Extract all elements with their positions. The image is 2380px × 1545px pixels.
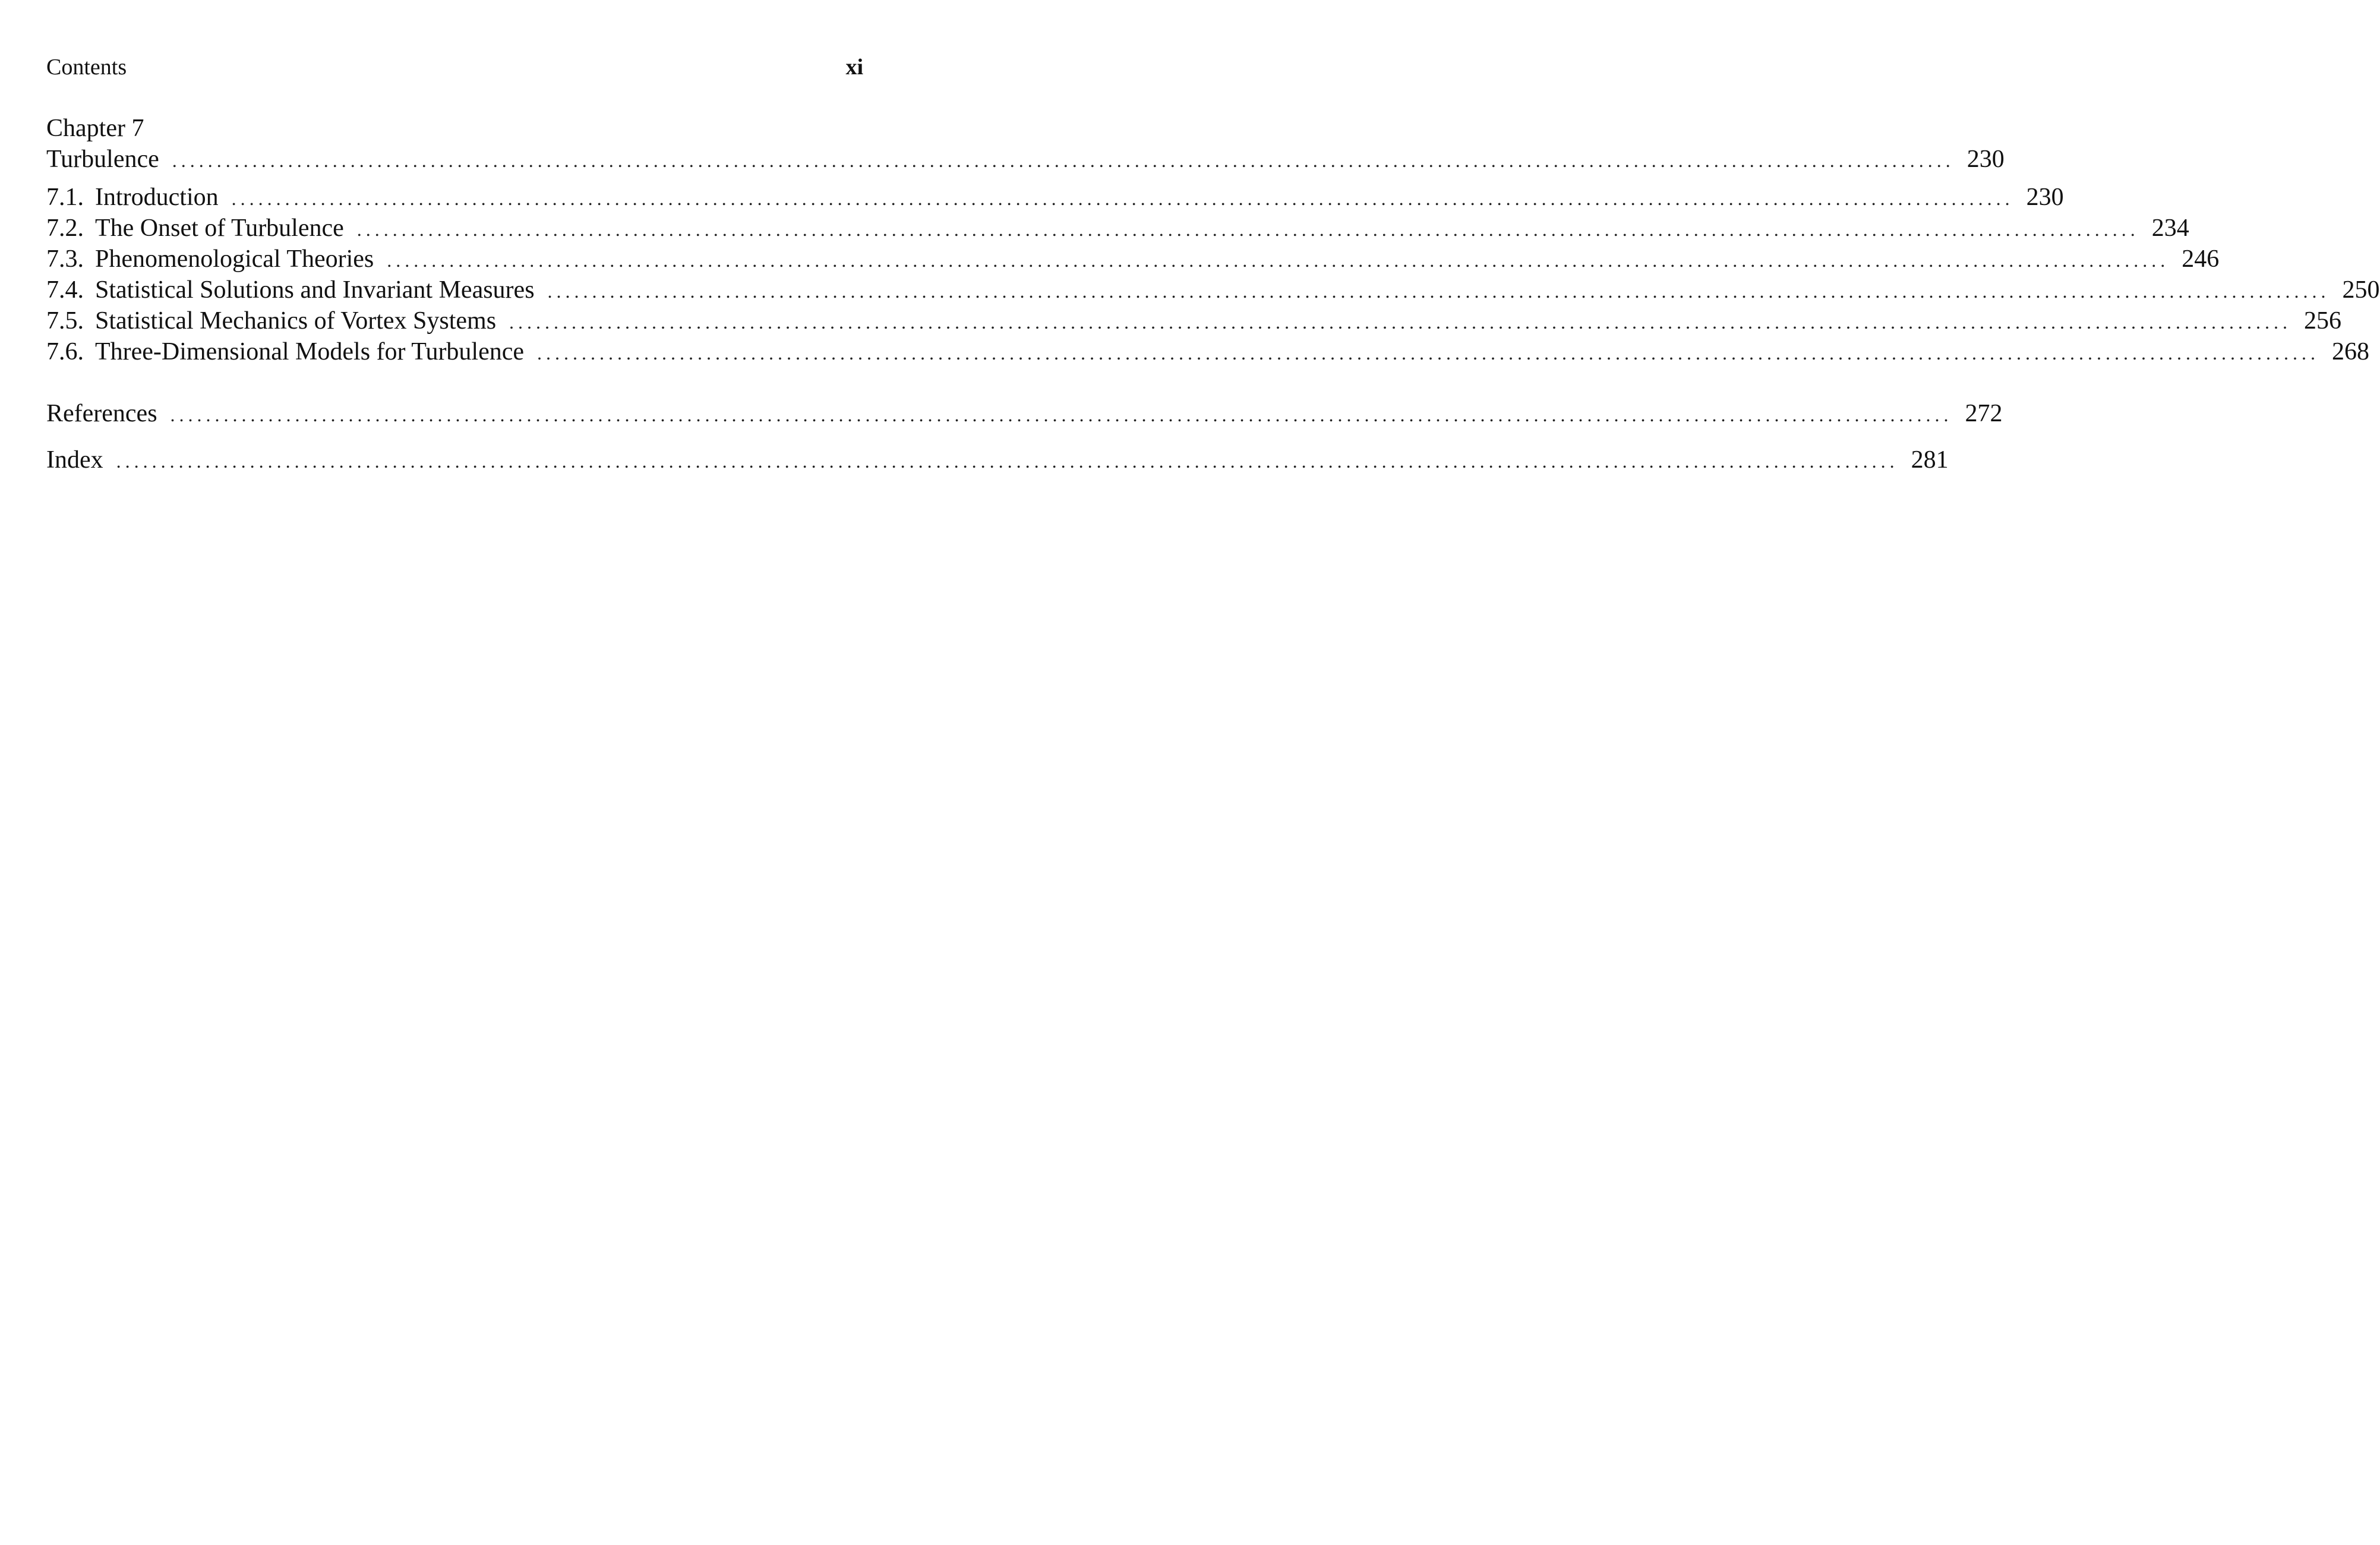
- section-number: 7.4.: [46, 276, 84, 304]
- running-head: [46, 52, 863, 82]
- dot-leader: ........................................................................................................................................................................................................: [170, 404, 1953, 425]
- contents-page: [46, 0, 2380, 1545]
- toc-page-number: 230: [1967, 146, 2005, 173]
- toc-page-number: 272: [1965, 400, 2003, 427]
- chapter-title: Turbulence: [46, 146, 159, 173]
- toc-page-number: 250: [2342, 276, 2380, 304]
- spacer: [46, 367, 863, 398]
- back-matter-title: References: [46, 400, 157, 427]
- toc-entry-section: [46, 336, 2370, 367]
- section-title: Statistical Mechanics of Vortex Systems: [95, 307, 497, 335]
- toc-entry-section: [46, 244, 2220, 275]
- section-title: Statistical Solutions and Invariant Measures: [95, 276, 535, 304]
- dot-leader: ........................................................................................................................................................................................................: [172, 150, 1955, 171]
- section-number: 7.6.: [46, 338, 84, 365]
- toc-entry-references: [46, 398, 2003, 429]
- section-number: 7.2.: [46, 215, 84, 242]
- toc-page-number: 230: [2026, 184, 2064, 211]
- toc-page-number: 256: [2304, 307, 2342, 335]
- toc-entry-section: [46, 182, 2064, 213]
- dot-leader: ........................................................................................................................................................................................................: [387, 250, 2170, 271]
- toc-entry-section: [46, 213, 2189, 244]
- toc-chapter-7: [46, 113, 2380, 475]
- section-number: 7.5.: [46, 307, 84, 335]
- dot-leader: ........................................................................................................................................................................................................: [509, 311, 2292, 333]
- spacer: [46, 429, 863, 444]
- running-head-title: Contents: [46, 55, 127, 80]
- dot-leader: ........................................................................................................................................................................................................: [356, 219, 2139, 240]
- back-matter-title: Index: [46, 446, 103, 474]
- toc-page-number: 246: [2182, 245, 2220, 273]
- section-title: Introduction: [95, 184, 219, 211]
- dot-leader: ........................................................................................................................................................................................................: [537, 342, 2320, 364]
- toc-page-number: 234: [2151, 215, 2189, 242]
- section-title: Phenomenological Theories: [95, 245, 374, 273]
- page-number-roman: xi: [845, 55, 863, 80]
- toc-entry-section: [46, 305, 2342, 336]
- section-number: 7.3.: [46, 245, 84, 273]
- dot-leader: ........................................................................................................................................................................................................: [547, 280, 2330, 302]
- section-title: The Onset of Turbulence: [95, 215, 344, 242]
- section-title: Three-Dimensional Models for Turbulence: [95, 338, 525, 365]
- dot-leader: ........................................................................................................................................................................................................: [231, 188, 2014, 209]
- toc-entry-chapter: [46, 144, 2005, 175]
- toc-page-number: 281: [1911, 446, 1949, 474]
- section-number: 7.1.: [46, 184, 84, 211]
- dot-leader: ........................................................................................................................................................................................................: [116, 450, 1899, 472]
- toc-entry-section: [46, 275, 2380, 305]
- toc-page-number: 268: [2332, 338, 2370, 365]
- toc-entry-index: [46, 444, 1949, 475]
- chapter-label: Chapter 7: [46, 115, 144, 142]
